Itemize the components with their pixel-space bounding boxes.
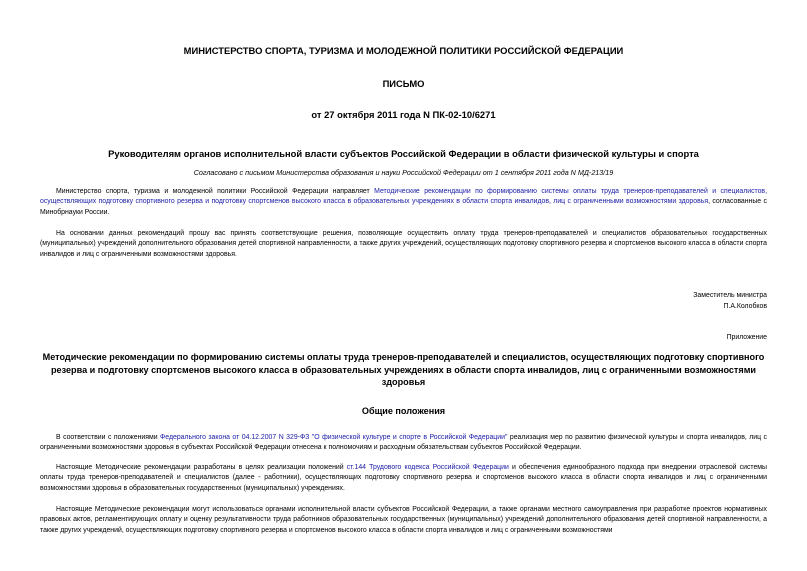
- paragraph-3-prefix: В соответствии с положениями: [56, 434, 161, 441]
- ministry-heading: МИНИСТЕРСТВО СПОРТА, ТУРИЗМА И МОЛОДЕЖНОЙ ПОЛИТИКИ РОССИЙСКОЙ ФЕДЕРАЦИИ: [183, 45, 624, 56]
- agreed-note: Согласовано с письмом Министерства образования и науки Российской Федерации от 1 сентября 2011 года N МД-213/19: [193, 168, 614, 177]
- date-number-heading: от 27 октября 2011 года N ПК-02-10/6271: [311, 109, 496, 120]
- paragraph-4-suffix: и обеспечения единообразного подхода при внедрении отраслевой системы оплаты труда тренеров-преподавателей и специалистов (далее - работники), осуществляющих подготовку спортивного резерва и спортсменов высокого класса в области спорта инвалидов и лиц с ограниченными возможностями здоровья в образовательных государственных (муниципальных) учреждениях.: [40, 464, 767, 492]
- paragraph-1: [40, 187, 767, 218]
- paragraph-1-prefix: Министерство спорта, туризма и молодежной политики Российской Федерации направляет: [56, 188, 375, 195]
- signature-name: П.А.Колобков: [723, 303, 767, 310]
- paragraph-3: [40, 433, 767, 454]
- letter-heading: ПИСЬМО: [382, 78, 425, 89]
- addressee-heading: Руководителям органов исполнительной власти субъектов Российской Федерации в области физической культуры и спорта: [108, 148, 699, 159]
- paragraph-4: [40, 463, 767, 494]
- federal-law-link[interactable]: Федерального закона от 04.12.2007 N 329-ФЗ "О физической культуре и спорте в Российской Федерации": [160, 434, 508, 441]
- methodology-link[interactable]: Методические рекомендации по формированию системы оплаты труда тренеров-преподавателей и специалистов, осуществляющих подготовку спортивного резерва и подготовку спортсменов высокого класса в образовательных учреждениях в области спорта инвалидов, лиц с ограниченными возможностями здоровья: [40, 188, 767, 206]
- paragraph-1-suffix: , согласованные с Минобрнауки России.: [40, 198, 767, 216]
- paragraph-3-suffix: реализация мер по развитию физической культуры и спорта инвалидов, лиц с ограниченными возможностями здоровья в субъектах Российской Федерации отнесена к полномочиям и расходным обязательствам субъектов Российской Федерации.: [40, 434, 767, 452]
- paragraph-4-prefix: Настоящие Методические рекомендации разработаны в целях реализации положений: [56, 464, 347, 471]
- section-title: Общие положения: [361, 406, 446, 416]
- paragraph-5: Настоящие Методические рекомендации могут использоваться органами исполнительной власти субъектов Российской Федерации, а также органами местного самоуправления при разработке проектов нормативных правовых актов, регламентирующих оплату и оценку результативности труда работников образовательных государственных (муниципальных) учреждений дополнительного образования детей спортивной направленности, а также других учреждений, осуществляющих подготовку спортивного резерва и спортсменов высокого класса в области спорта инвалидов и лиц с ограниченными возможностями: [40, 506, 767, 534]
- methodology-title: Методические рекомендации по формированию системы оплаты труда тренеров-преподавателей и специалистов, осуществляющих подготовку спортивного резерва и подготовку спортсменов высокого класса в образовательных учреждениях в области спорта инвалидов, лиц с ограниченными возможностями здоровья: [42, 352, 765, 387]
- labor-code-link[interactable]: ст.144 Трудового кодекса Российской Федерации: [346, 464, 509, 471]
- appendix-label: Приложение: [726, 334, 767, 341]
- paragraph-2: На основании данных рекомендаций прошу вас принять соответствующие решения, позволяющие осуществить оплату труда тренеров-преподавателей и специалистов образовательных государственных (муниципальных) учреждений дополнительного образования детей спортивной направленности, а также других учреждений, осуществляющих подготовку спортивного резерва и спортсменов высокого класса в области спорта инвалидов и лиц с ограниченными возможностями здоровья.: [40, 230, 767, 258]
- signature-position: Заместитель министра: [693, 292, 767, 299]
